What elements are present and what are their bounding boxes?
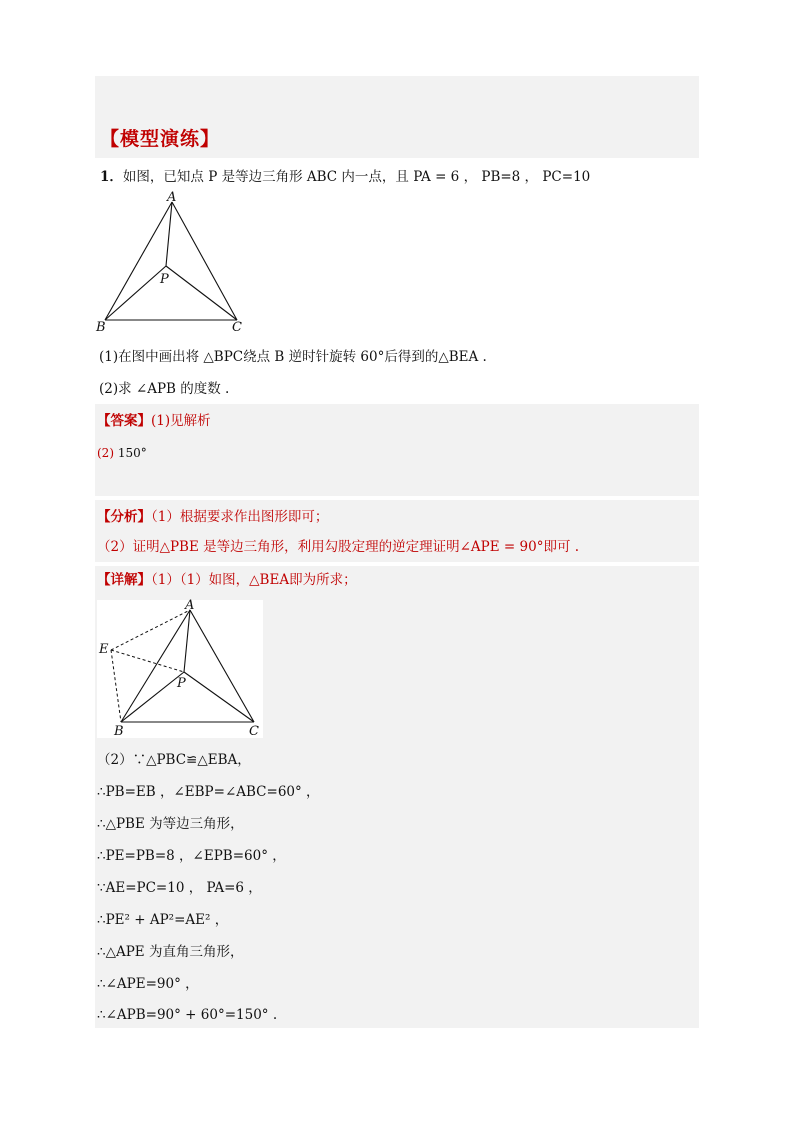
label-a: A — [185, 598, 195, 613]
label-c: C — [232, 320, 242, 335]
segment-pb — [121, 672, 184, 722]
section-title: 【模型演练】 — [100, 128, 221, 150]
analysis-line-1: 【分析】（1）根据要求作出图形即可； — [97, 509, 329, 525]
label-b: B — [96, 320, 106, 335]
analysis-line-2: （2）证明△PBE 是等边三角形，利用勾股定理的逆定理证明∠APE = 90°即可 . — [97, 539, 580, 555]
figure-triangle-abc — [90, 190, 260, 340]
detail-line-1: 【详解】（1）（1）如图，△BEA即为所求； — [97, 572, 357, 588]
label-a: A — [167, 190, 177, 205]
question-2: (2)求 ∠APB 的度数 . — [99, 381, 230, 397]
detail-step-7: ∴△APE 为直角三角形， — [97, 944, 244, 960]
problem-number: 1． — [100, 169, 123, 185]
detail-step-1: （2）∵△PBC≌△EBA， — [97, 752, 251, 768]
label-e: E — [99, 642, 109, 657]
answer-line-1: 【答案】(1)见解析 — [97, 413, 211, 429]
segment-ab — [105, 202, 172, 320]
label-b: B — [114, 724, 124, 739]
figure-rotated-triangle — [97, 596, 267, 742]
answer-tag: 【答案】 — [97, 413, 151, 429]
analysis-tag: 【分析】 — [97, 509, 151, 525]
answer-line-2: (2) 150° — [97, 446, 147, 460]
detail-step-3: ∴△PBE 为等边三角形， — [97, 816, 244, 832]
detail-tag: 【详解】 — [97, 572, 151, 588]
label-p: P — [160, 272, 169, 287]
segment-ac — [190, 610, 254, 722]
segment-ac — [172, 202, 237, 320]
detail-step-9: ∴∠APB=90° + 60°=150° . — [97, 1007, 278, 1023]
segment-pc — [166, 266, 237, 320]
detail-step-6: ∴PE² + AP²=AE² ， — [97, 912, 229, 928]
label-p: P — [177, 676, 186, 691]
segment-ab — [121, 610, 190, 722]
label-c: C — [249, 724, 259, 739]
segment-pb — [105, 266, 166, 320]
segment-eb-dashed — [111, 650, 121, 722]
detail-step-4: ∴PE=PB=8 ，∠EPB=60° ， — [97, 848, 286, 864]
problem-statement: 1．如图，已知点 P 是等边三角形 ABC 内一点，且 PA = 6 ， PB=8 ， PC=10 — [100, 169, 591, 185]
question-1: (1)在图中画出将 △BPC绕点 B 逆时针旋转 60°后得到的△BEA . — [99, 349, 487, 365]
detail-step-2: ∴PB=EB ，∠EBP=∠ABC=60° ， — [97, 784, 320, 800]
detail-step-8: ∴∠APE=90° ， — [97, 976, 199, 992]
segment-pc — [184, 672, 254, 722]
detail-step-5: ∵AE=PC=10 ， PA=6 ， — [97, 880, 262, 896]
segment-ep-dashed — [111, 650, 184, 672]
